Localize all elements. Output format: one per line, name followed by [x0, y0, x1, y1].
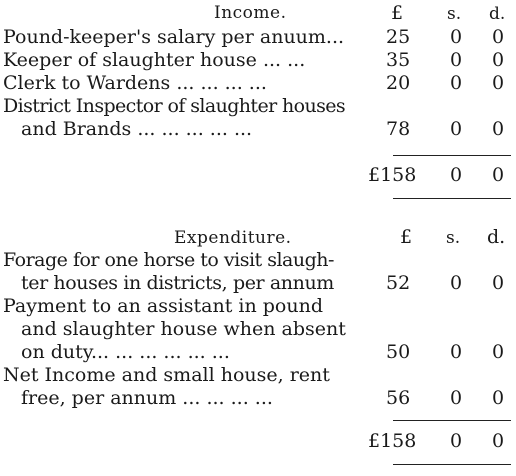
expenditure-item-label-continued: ter houses in districts, per annum [21, 272, 334, 294]
expenditure-item-pounds: 50 [386, 341, 411, 363]
expenditure-total-shillings: 0 [450, 430, 463, 452]
income-item-label: Clerk to Wardens ... ... ... ... [3, 72, 267, 94]
expenditure-item-pence: 0 [492, 387, 505, 409]
expenditure-item-pounds: 52 [386, 272, 411, 294]
expenditure-item-pounds: 56 [386, 387, 411, 409]
income-pence-header: d. [489, 4, 506, 24]
income-total-shillings: 0 [450, 164, 463, 186]
income-total-pence: 0 [492, 164, 505, 186]
income-item-label: Keeper of slaughter house ... ... [3, 49, 306, 71]
income-item-label: District Inspector of slaughter houses [3, 95, 346, 117]
expenditure-item-shillings: 0 [450, 341, 463, 363]
income-item-pence: 0 [492, 26, 505, 48]
expenditure-pence-header: d. [487, 226, 506, 248]
income-item-pence: 0 [492, 72, 505, 94]
expenditure-item-label: Payment to an assistant in pound [3, 295, 324, 317]
expenditure-item-pence: 0 [492, 272, 505, 294]
expenditure-item-pence: 0 [492, 341, 505, 363]
income-item-pounds: 78 [386, 118, 411, 140]
expenditure-item-label-continued: and slaughter house when absent [21, 318, 346, 340]
income-item-pounds: 20 [386, 72, 411, 94]
income-item-shillings: 0 [450, 26, 463, 48]
expenditure-item-shillings: 0 [450, 387, 463, 409]
expenditure-total-pounds: £158 [368, 430, 417, 452]
expenditure-shillings-header: s. [446, 228, 461, 248]
expenditure-pounds-header: £ [400, 226, 413, 248]
income-total-pounds: £158 [368, 164, 417, 186]
income-item-pounds: 35 [386, 49, 411, 71]
expenditure-item-label-continued: free, per annum ... ... ... ... [21, 387, 273, 409]
income-item-pounds: 25 [386, 26, 411, 48]
income-heading: Income. [214, 3, 287, 23]
income-item-shillings: 0 [450, 72, 463, 94]
expenditure-total-pence: 0 [492, 430, 505, 452]
expenditure-item-label: Forage for one horse to visit slaugh- [3, 249, 334, 271]
income-shillings-header: s. [447, 4, 462, 24]
income-pounds-header: £ [391, 2, 404, 24]
expenditure-item-shillings: 0 [450, 272, 463, 294]
income-item-label: Pound-keeper's salary per anuum... [3, 26, 345, 48]
income-item-shillings: 0 [450, 118, 463, 140]
income-item-pence: 0 [492, 118, 505, 140]
income-total-rule [393, 155, 511, 156]
expenditure-total-rule [393, 420, 511, 421]
expenditure-item-label: Net Income and small house, rent [3, 364, 330, 386]
income-item-pence: 0 [492, 49, 505, 71]
income-item-shillings: 0 [450, 49, 463, 71]
expenditure-closing-rule [393, 464, 511, 465]
expenditure-item-label-continued: on duty... ... ... ... ... ... [21, 341, 230, 363]
income-closing-rule [393, 198, 511, 199]
expenditure-heading: Expenditure. [174, 228, 292, 248]
income-item-label-continued: and Brands ... ... ... ... ... [21, 118, 253, 140]
